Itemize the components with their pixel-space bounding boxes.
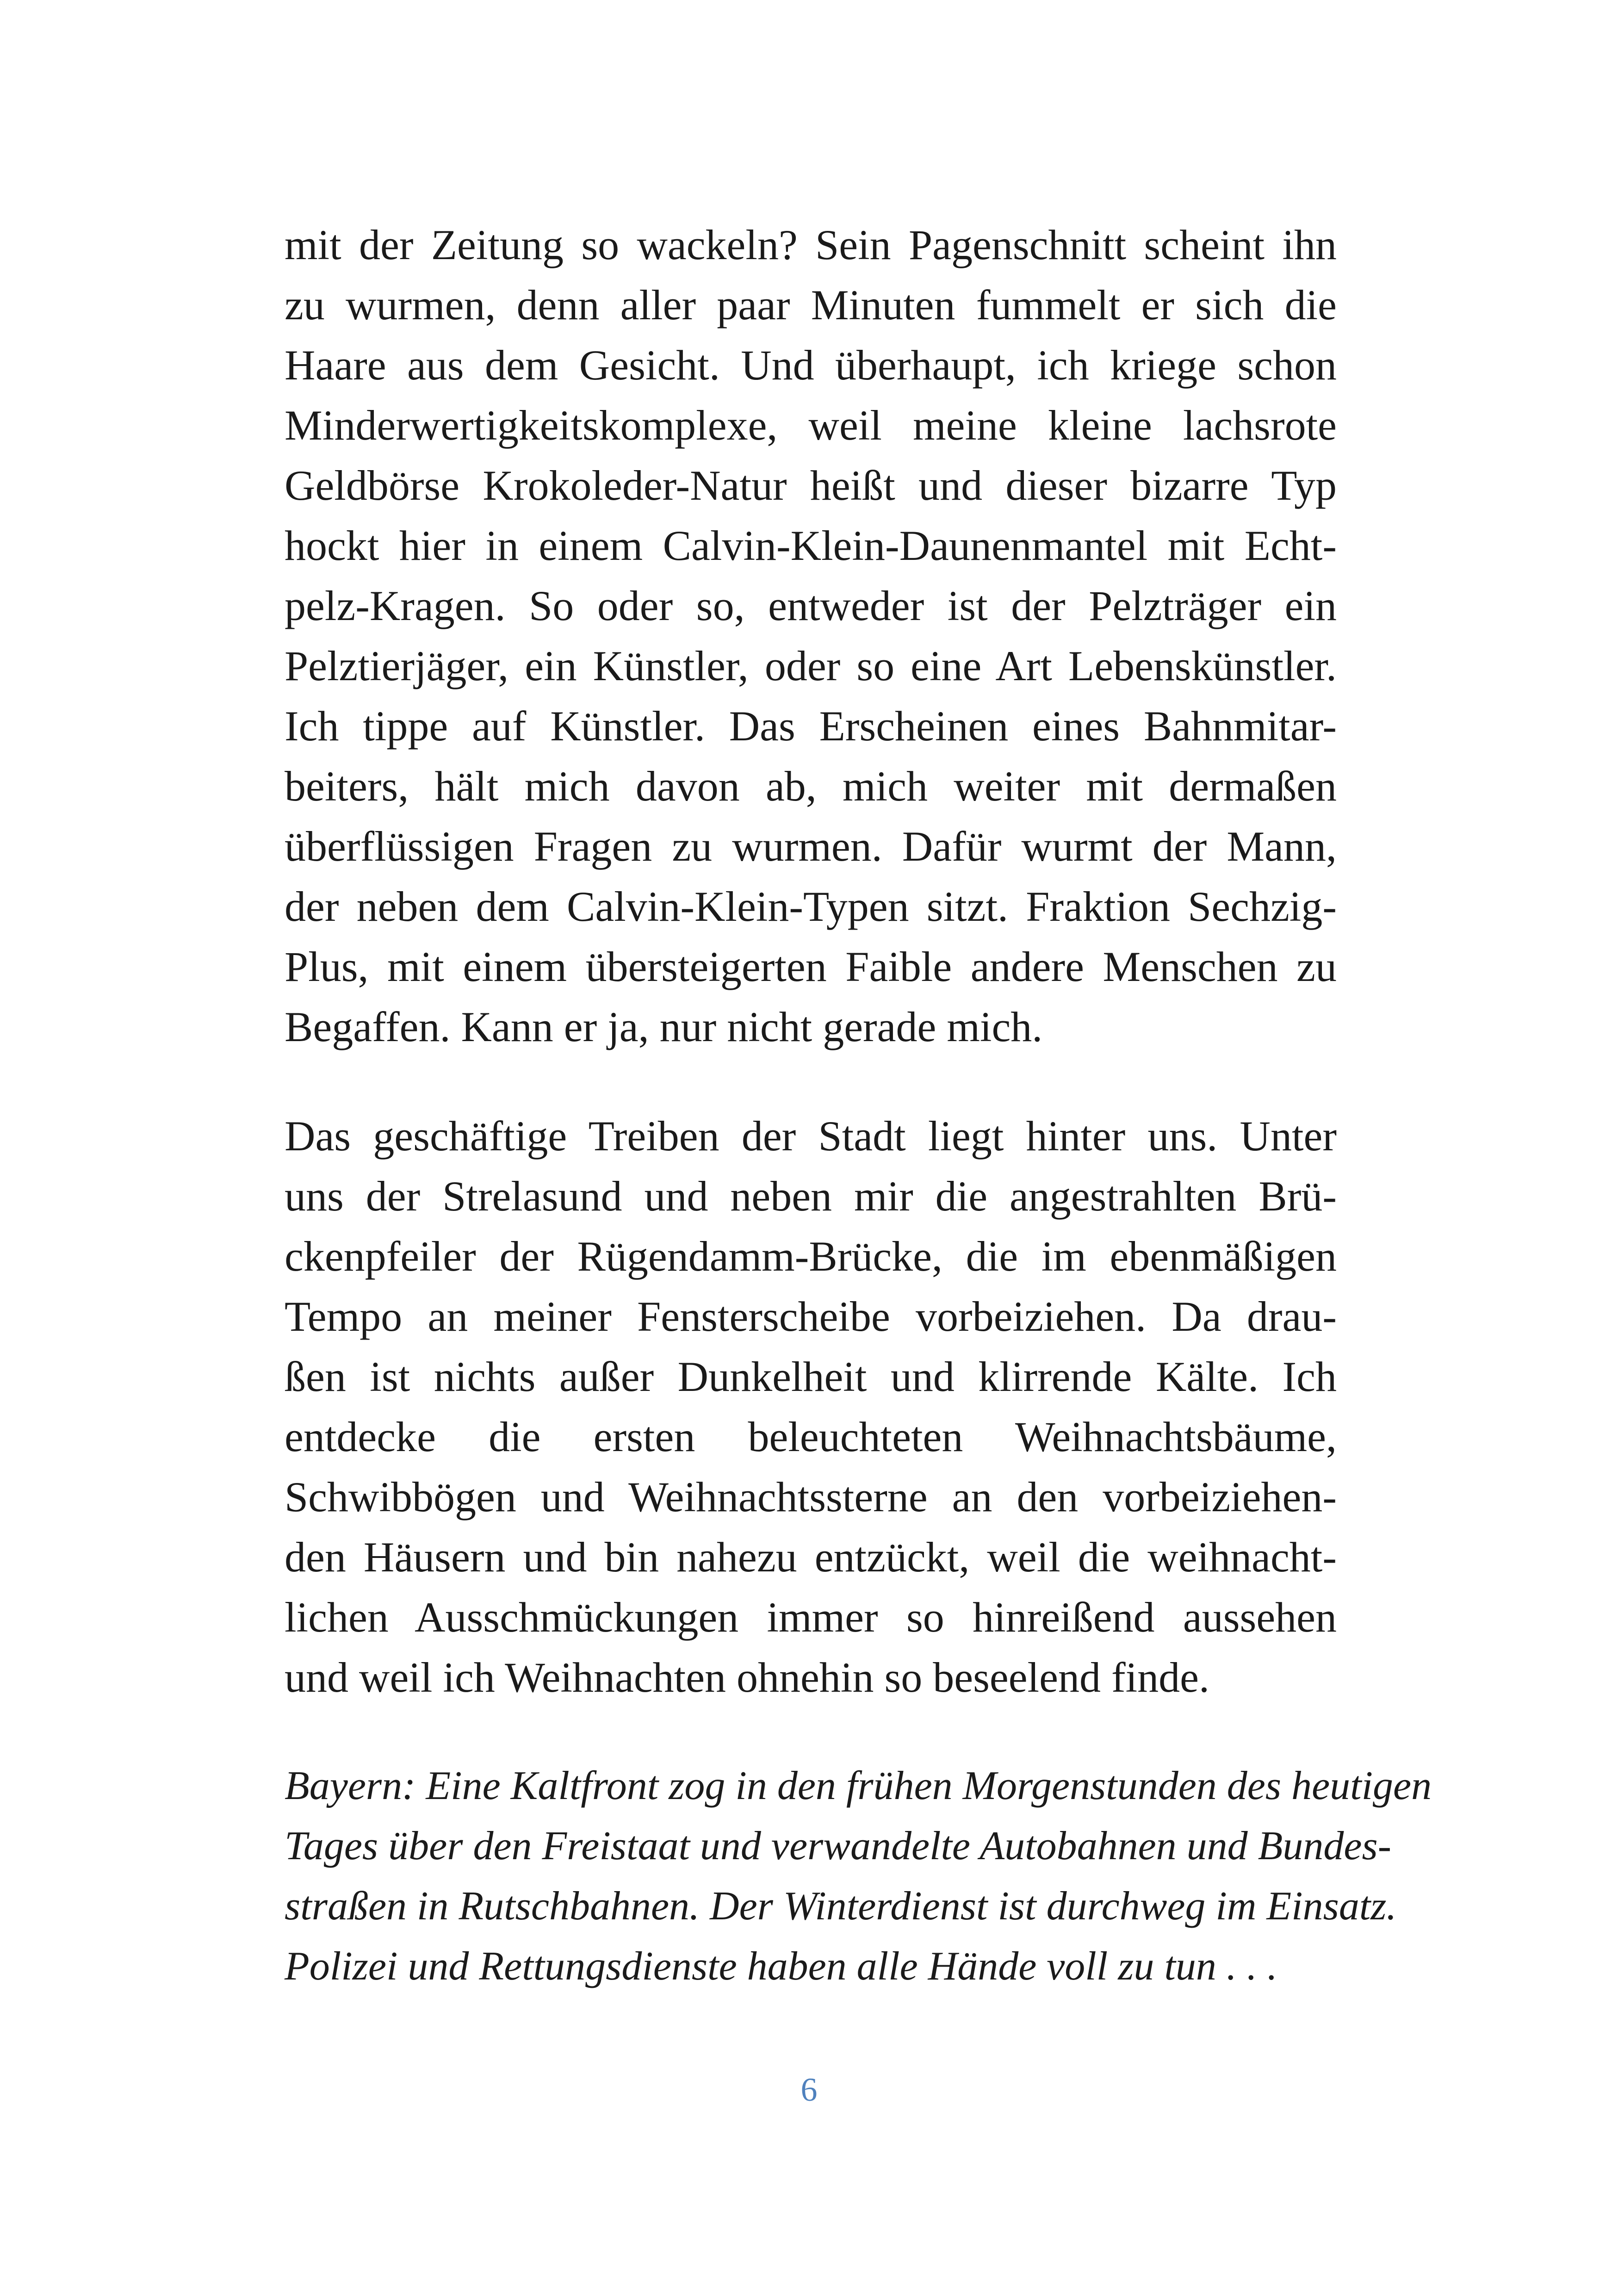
text-line: mit der Zeitung so wackeln? Sein Pagenschnitt scheint ihn (285, 221, 1337, 268)
text-line: pelz-Kragen. So oder so, entweder ist der Pelzträger ein (285, 582, 1337, 629)
text-line: straßen in Rutschbahnen. Der Winterdienst ist durchweg im Einsatz. (285, 1884, 1397, 1929)
text-line: Minderwertigkeitskomplexe, weil meine kleine lachsrote (285, 402, 1337, 449)
text-line: hockt hier in einem Calvin-Klein-Daunenmantel mit Echt- (285, 522, 1337, 569)
text-line: ckenpfeiler der Rügendamm-Brücke, die im ebenmäßigen (285, 1233, 1337, 1280)
text-line: ßen ist nichts außer Dunkelheit und klirrende Kälte. Ich (285, 1353, 1337, 1400)
text-line: Bayern: Eine Kaltfront zog in den frühen Morgenstunden des heutigen (285, 1763, 1432, 1808)
text-line: Das geschäftige Treiben der Stadt liegt hinter uns. Unter (285, 1112, 1337, 1160)
text-line: den Häusern und bin nahezu entzückt, weil die weihnacht- (285, 1533, 1337, 1581)
text-line: beiters, hält mich davon ab, mich weiter mit dermaßen (285, 763, 1337, 810)
paragraph-1 (285, 215, 1337, 1057)
text-line: Tempo an meiner Fensterscheibe vorbeiziehen. Da drau- (285, 1293, 1337, 1340)
text-line: zu wurmen, denn aller paar Minuten fummelt er sich die (285, 281, 1337, 329)
text-line: Geldbörse Krokoleder-Natur heißt und dieser bizarre Typ (285, 462, 1337, 509)
text-line: der neben dem Calvin-Klein-Typen sitzt. Fraktion Sechzig- (285, 883, 1337, 930)
text-line: lichen Ausschmückungen immer so hinreißend aussehen (285, 1594, 1337, 1641)
text-line: Tages über den Freistaat und verwandelte Autobahnen und Bundes- (285, 1824, 1392, 1868)
text-line: überflüssigen Fragen zu wurmen. Dafür wurmt der Mann, (285, 823, 1337, 870)
page-number: 6 (800, 2071, 818, 2108)
text-line: Plus, mit einem übersteigerten Faible andere Menschen zu (285, 943, 1337, 990)
text-line: uns der Strelasund und neben mir die angestrahlten Brü- (285, 1173, 1337, 1220)
text-line: und weil ich Weihnachten ohnehin so beseelend finde. (285, 1654, 1209, 1701)
text-line: Schwibbögen und Weihnachtssterne an den vorbeiziehen- (285, 1473, 1337, 1520)
text-line: Haare aus dem Gesicht. Und überhaupt, ich kriege schon (285, 341, 1337, 389)
text-line: entdecke die ersten beleuchteten Weihnachtsbäume, (285, 1413, 1337, 1460)
text-line: Begaffen. Kann er ja, nur nicht gerade mich. (285, 1003, 1043, 1050)
text-line: Pelztierjäger, ein Künstler, oder so eine Art Lebenskünstler. (285, 642, 1337, 689)
news-quote-paragraph (285, 1756, 1432, 1997)
text-line: Ich tippe auf Künstler. Das Erscheinen eines Bahnmitar- (285, 702, 1337, 750)
paragraph-2 (285, 1106, 1337, 1707)
text-line: Polizei und Rettungsdienste haben alle Hände voll zu tun . . . (285, 1944, 1277, 1989)
